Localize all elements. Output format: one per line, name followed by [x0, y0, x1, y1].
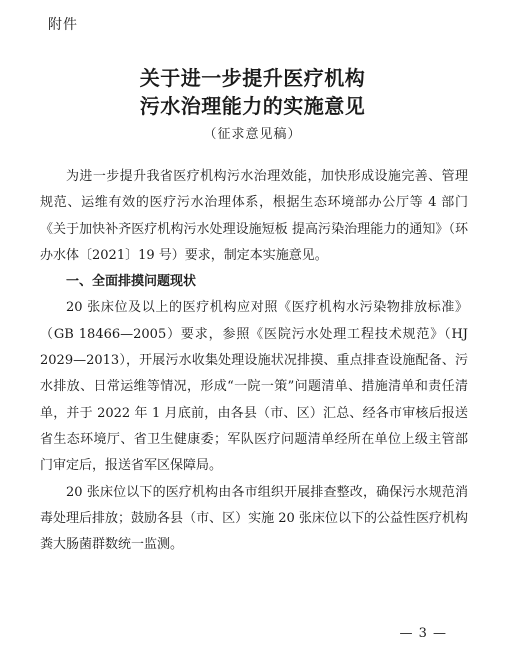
document-title-line-1: 关于进一步提升医疗机构 [139, 66, 366, 90]
page-number: — 3 — [399, 626, 447, 641]
section-heading: 一、全面排摸问题现状 [66, 274, 197, 290]
attachment-label: 附件 [48, 17, 78, 33]
document-subtitle: （征求意见稿） [203, 127, 302, 142]
section-paragraph: 20 张床位及以上的医疗机构应对照《医疗机构水污染物排放标准》（GB 18466—2005）要求，参照《医院污水处理工程技术规范》（HJ 2029—2013），开展污水收集处理设施状况排摸、重点排查设施配备、污水排放、日常运维等情况，形成“一院一策”问题清单、措施清单和责任清单，并于 2022 年 1 月底前，由各县（市、区）汇总、经各市审核后报送省生态环境厅、省卫生健康委；军队医疗问题清单经所在单位上级主管部门审定后，报送省军区保障局。 [40, 300, 468, 474]
document-body [40, 164, 468, 558]
document-title-line-2: 污水治理能力的实施意见 [139, 94, 366, 118]
intro-paragraph: 为进一步提升我省医疗机构污水治理效能，加快形成设施完善、管理规范、运维有效的医疗污水治理体系，根据生态环境部办公厅等 4 部门《关于加快补齐医疗机构污水处理设施短板 提高污染治理能力的通知》（环办水体〔2021〕19 号）要求，制定本实施意见。 [40, 169, 468, 263]
section-paragraph: 20 张床位以下的医疗机构由各市组织开展排查整改，确保污水规范消毒处理后排放；鼓励各县（市、区）实施 20 张床位以下的公益性医疗机构粪大肠菌群数统一监测。 [40, 484, 468, 553]
